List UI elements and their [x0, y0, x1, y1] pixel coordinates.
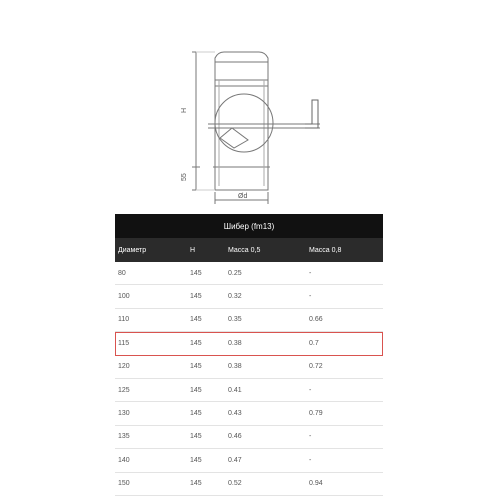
table-cell: 0.66	[309, 316, 323, 324]
dim-diameter-label: Ød	[238, 193, 248, 200]
table-cell: 110	[118, 316, 130, 324]
table-title: Шибер (fm13)	[115, 214, 383, 238]
table-cell: 125	[118, 386, 130, 394]
table-cell: -	[309, 293, 312, 301]
table-cell: 0.35	[228, 316, 242, 324]
table-cell: 145	[190, 480, 202, 488]
table-cell: 0.38	[228, 339, 242, 347]
table-body	[115, 262, 383, 496]
dim-h-label: H	[181, 107, 188, 113]
table-cell: 145	[190, 433, 202, 441]
damper-drawing	[0, 0, 500, 205]
table-cell: 140	[118, 456, 130, 464]
table-cell: 0.7	[309, 339, 319, 347]
table-row	[115, 449, 383, 472]
table-row	[115, 402, 383, 425]
table-cell: 0.94	[309, 480, 323, 488]
pipe-outline	[215, 52, 268, 190]
table-cell: 0.38	[228, 363, 242, 371]
spec-table	[115, 214, 383, 496]
header-h: H	[190, 246, 196, 254]
table-cell: 150	[118, 480, 130, 488]
table-header-row	[115, 238, 383, 262]
table-cell: 0.25	[228, 269, 242, 277]
table-row	[115, 332, 383, 355]
table-cell: 145	[190, 456, 202, 464]
table-cell: 120	[118, 363, 130, 371]
table-cell: 0.72	[309, 363, 323, 371]
header-diameter: Диаметр	[118, 246, 147, 254]
table-cell: 145	[190, 410, 202, 418]
table-cell: -	[309, 433, 312, 441]
table-cell: 0.47	[228, 456, 242, 464]
table-cell: 80	[118, 269, 126, 277]
table-cell: 0.52	[228, 480, 242, 488]
table-cell: 0.41	[228, 386, 242, 394]
table-cell: 130	[118, 410, 130, 418]
table-cell: 145	[190, 386, 202, 394]
table-cell: 145	[190, 339, 202, 347]
table-row	[115, 309, 383, 332]
table-cell: -	[309, 386, 312, 394]
header-mass-05: Масса 0,5	[228, 246, 261, 254]
table-row	[115, 379, 383, 402]
table-cell: 145	[190, 269, 202, 277]
table-cell: 0.46	[228, 433, 242, 441]
table-cell: 115	[118, 339, 130, 347]
table-cell: 145	[190, 316, 202, 324]
table-cell: 0.32	[228, 293, 242, 301]
table-row	[115, 262, 383, 285]
table-cell: -	[309, 269, 312, 277]
header-mass-08: Масса 0,8	[309, 246, 342, 254]
table-cell: 100	[118, 293, 130, 301]
table-cell: 0.43	[228, 410, 242, 418]
table-cell: 0.79	[309, 410, 323, 418]
table-cell: 145	[190, 363, 202, 371]
table-row	[115, 426, 383, 449]
table-cell: -	[309, 456, 312, 464]
table-row	[115, 473, 383, 496]
table-cell: 135	[118, 433, 130, 441]
table-row	[115, 356, 383, 379]
dim-55-label: 55	[181, 173, 188, 181]
table-row	[115, 285, 383, 308]
table-cell: 145	[190, 293, 202, 301]
